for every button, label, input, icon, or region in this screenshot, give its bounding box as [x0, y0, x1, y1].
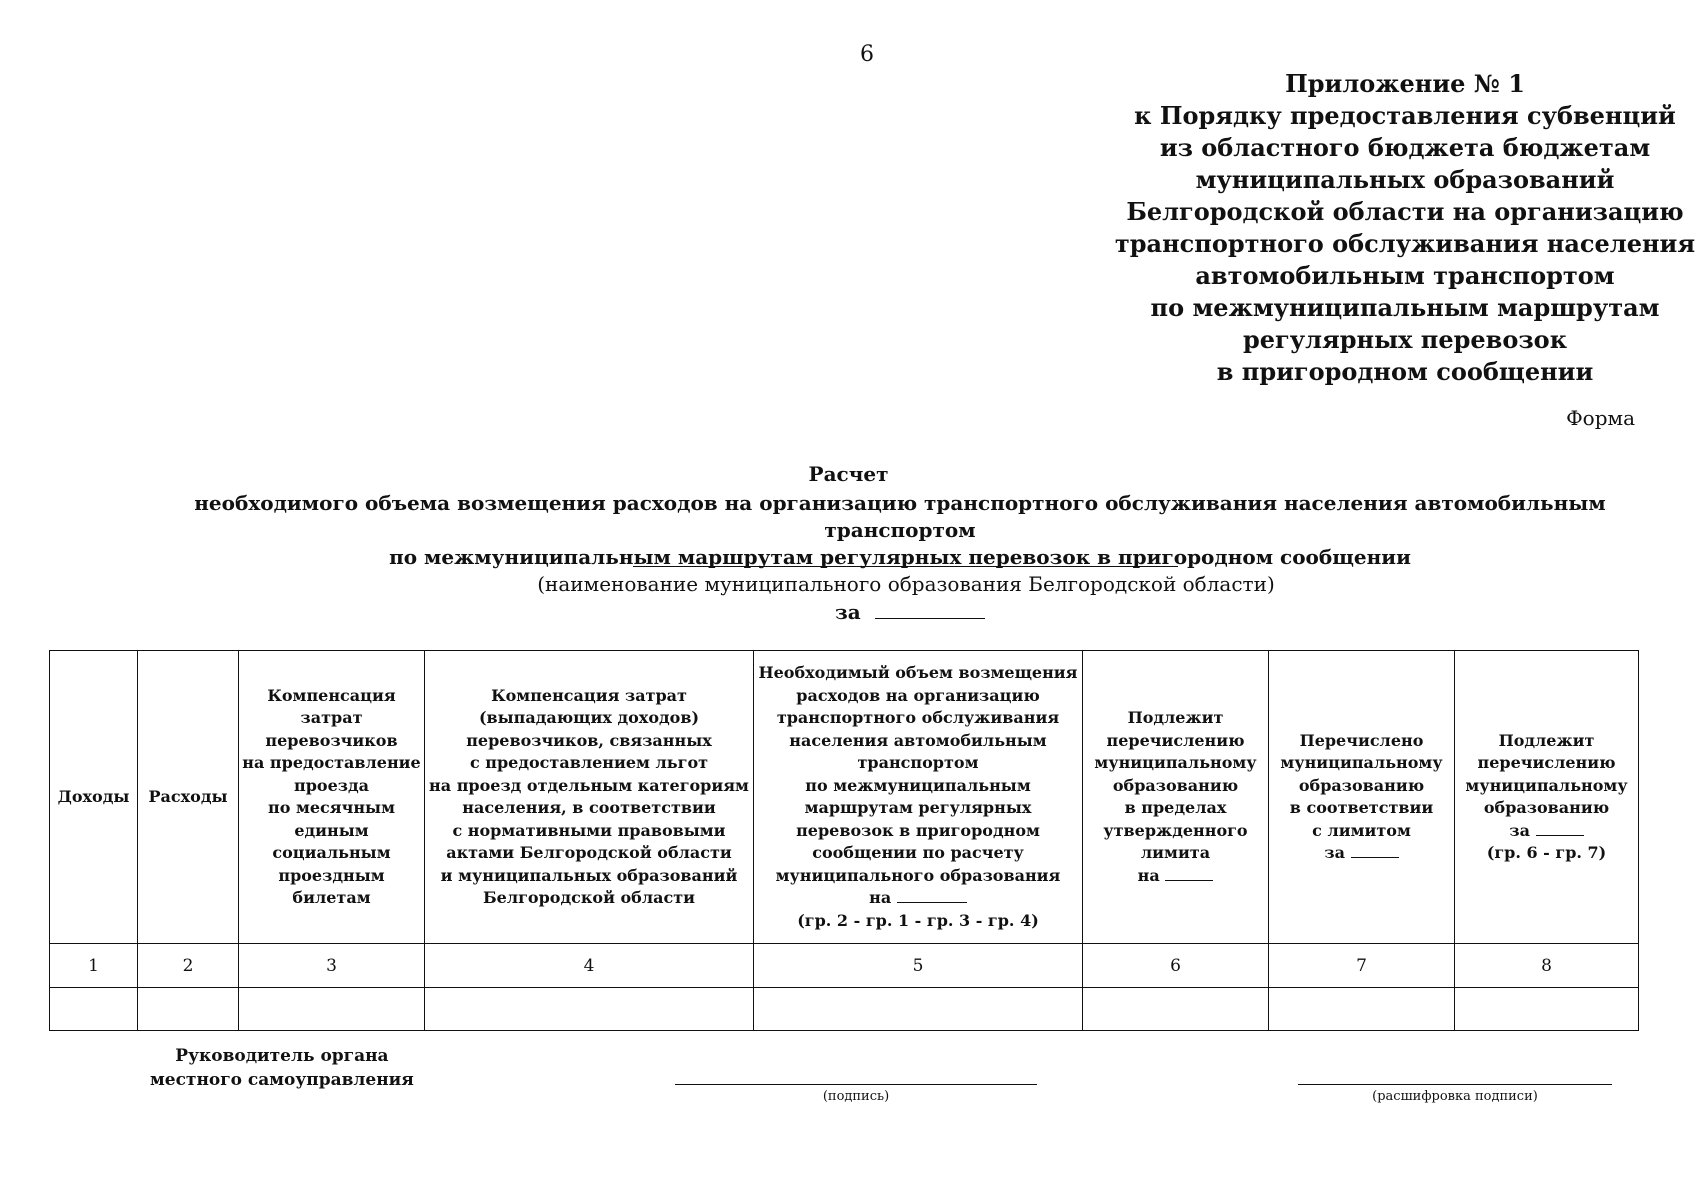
table-cell	[239, 988, 425, 1031]
table-cell	[1083, 988, 1269, 1031]
col-header-to-transfer: Подлежит перечислению муниципальному образованию за (гр. 6 - гр. 7)	[1455, 651, 1639, 944]
col-header-expenses: Расходы	[138, 651, 239, 944]
table-cell	[138, 988, 239, 1031]
municipality-name-line	[633, 566, 1178, 567]
signature-decode-caption: (расшифровка подписи)	[1372, 1089, 1538, 1104]
appendix-line: в пригородном сообщении	[1216, 357, 1594, 386]
signature-caption: (подпись)	[822, 1089, 890, 1104]
table-row	[50, 988, 1639, 1031]
calculation-subtitle	[150, 490, 1650, 571]
column-number: 6	[1083, 944, 1269, 988]
head-label-line: местного самоуправления	[150, 1070, 414, 1090]
appendix-line: автомобильным транспортом	[1195, 261, 1615, 290]
signature-decode-line	[1298, 1084, 1612, 1085]
appendix-line: Белгородской области на организацию	[1126, 197, 1684, 226]
col-header-income: Доходы	[50, 651, 138, 944]
col-header-transferred: Перечислено муниципальному образованию в соответствии с лимитом за	[1269, 651, 1455, 944]
table-cell	[754, 988, 1083, 1031]
appendix-line: из областного бюджета бюджетам	[1159, 133, 1651, 162]
head-label-line: Руководитель органа	[175, 1046, 389, 1066]
col-header-required-reimbursement: Необходимый объем возмещения расходов на организацию транспортного обслуживания населения автомобильным транспортом по межмуниципальным маршрутам регулярных перевозок в пригородном сообщении по расчету муниципального образования на (гр. 2 - гр. 1 - гр. 3 - гр. 4)	[754, 651, 1083, 944]
municipality-caption: (наименование муниципального образования Белгородской области)	[537, 572, 1275, 596]
period-row	[835, 600, 985, 624]
appendix-line: регулярных перевозок	[1242, 325, 1568, 354]
calculation-table	[49, 650, 1639, 1031]
appendix-line: по межмуниципальным маршрутам	[1150, 293, 1660, 322]
blank-line	[1351, 843, 1399, 858]
form-label: Форма	[1566, 406, 1635, 430]
column-number: 8	[1455, 944, 1639, 988]
table-cell	[1269, 988, 1455, 1031]
appendix-header	[1080, 68, 1697, 388]
column-number: 5	[754, 944, 1083, 988]
subtitle-line: по межмуниципальным маршрутам регулярных перевозок в пригородном сообщении	[389, 545, 1411, 569]
table-cell	[425, 988, 754, 1031]
signature-line	[675, 1084, 1037, 1085]
col-header-to-transfer-within-limit: Подлежит перечислению муниципальному образованию в пределах утвержденного лимита на	[1083, 651, 1269, 944]
column-number: 3	[239, 944, 425, 988]
col-header-travel-card-compensation: Компенсация затрат перевозчиков на предоставление проезда по месячным единым социальным проездным билетам	[239, 651, 425, 944]
appendix-line: муниципальных образований	[1195, 165, 1615, 194]
period-label: за	[835, 600, 861, 624]
blank-line	[1165, 866, 1213, 881]
appendix-line: к Порядку предоставления субвенций	[1134, 101, 1676, 130]
subtitle-line: необходимого объема возмещения расходов на организацию транспортного обслуживания населения автомобильным транспортом	[194, 491, 1606, 542]
col-header-benefits-compensation: Компенсация затрат (выпадающих доходов) перевозчиков, связанных с предоставлением льгот на проезд отдельным категориям населения, в соответствии с нормативными правовыми актами Белгородской области и муниципальных образований Белгородской области	[425, 651, 754, 944]
column-number: 2	[138, 944, 239, 988]
appendix-line: транспортного обслуживания населения	[1114, 229, 1696, 258]
page-number: 6	[860, 42, 874, 67]
calculation-title: Расчет	[808, 462, 889, 486]
table-cell	[50, 988, 138, 1031]
table-header-row	[50, 651, 1639, 944]
column-number: 7	[1269, 944, 1455, 988]
column-number: 1	[50, 944, 138, 988]
column-number-row	[50, 944, 1639, 988]
head-of-authority-label	[150, 1044, 414, 1092]
period-blank-line	[875, 600, 985, 619]
table-cell	[1455, 988, 1639, 1031]
column-number: 4	[425, 944, 754, 988]
blank-line	[897, 888, 967, 903]
appendix-line: Приложение № 1	[1285, 69, 1525, 98]
blank-line	[1536, 821, 1584, 836]
